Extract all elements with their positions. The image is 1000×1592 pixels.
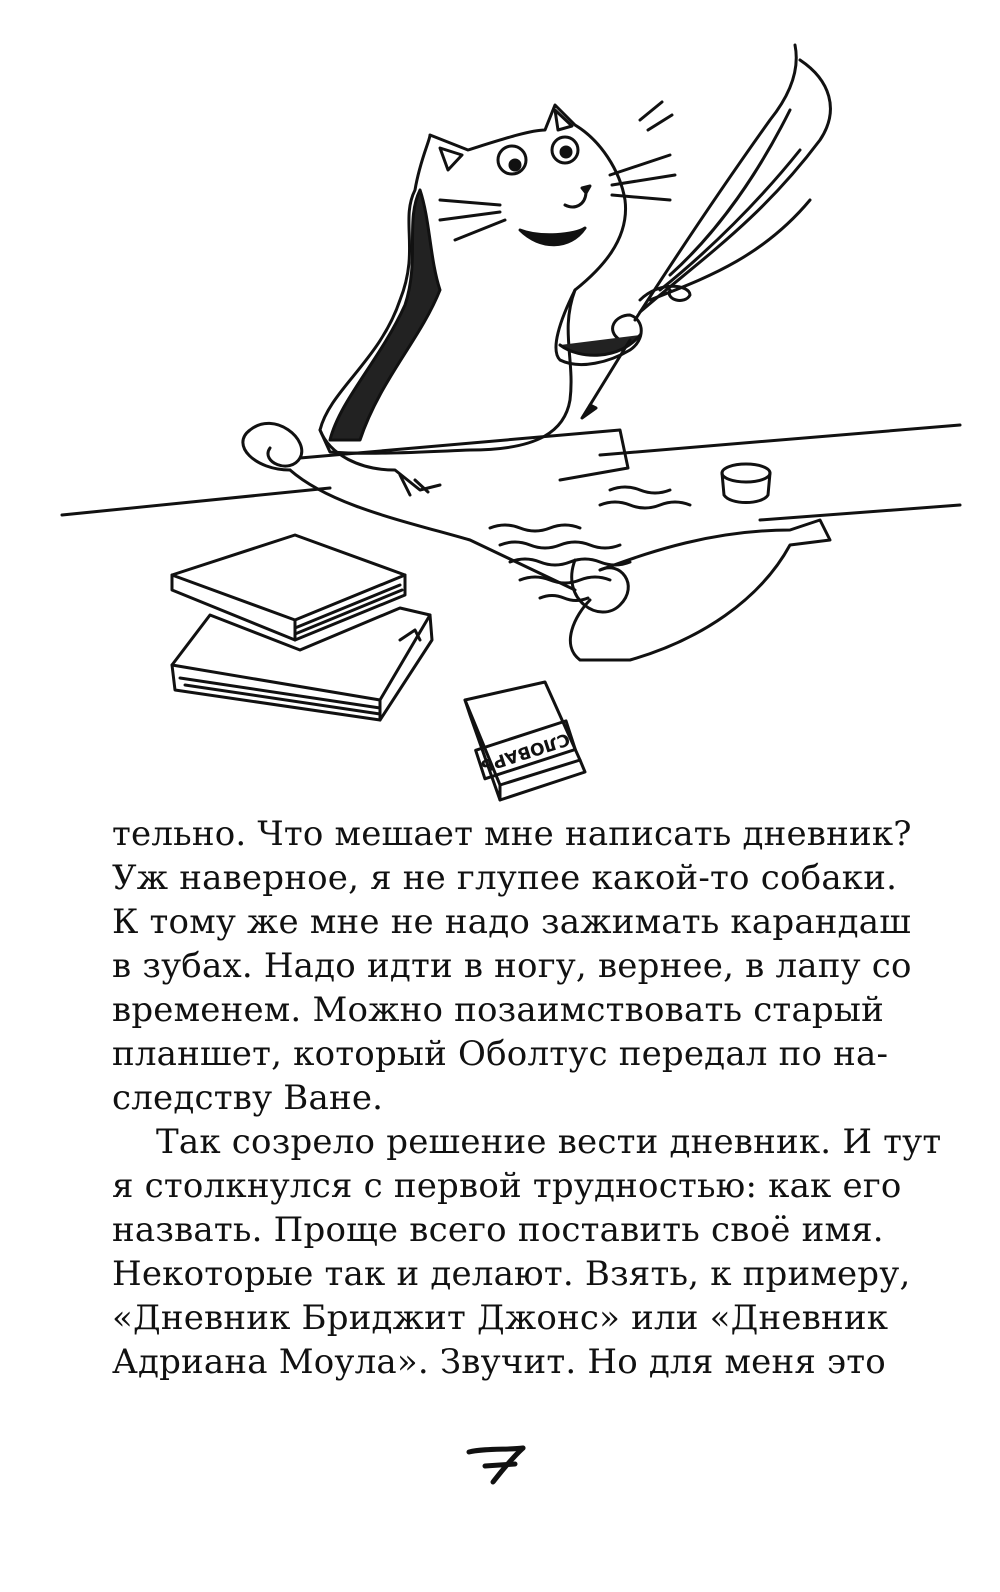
text-line: Некоторые так и делают. Взять, к примеру,	[112, 1254, 911, 1294]
text-line: планшет, который Оболтус передал по на-	[112, 1034, 889, 1074]
handwritten-page-number	[455, 1438, 545, 1488]
text-line: тельно. Что мешает мне написать дневник?	[112, 814, 912, 854]
text-line: Уж наверное, я не глупее какой-то собаки.	[112, 858, 898, 898]
text-line: в зубах. Надо идти в ногу, вернее, в лапу со	[112, 946, 912, 986]
text-line: Так созрело решение вести дневник. И тут	[156, 1122, 942, 1162]
text-line: К тому же мне не надо зажимать карандаш	[112, 902, 912, 942]
text-line: назвать. Проще всего поставить своё имя.	[112, 1210, 884, 1250]
page-number	[455, 1438, 545, 1488]
body-text	[112, 812, 942, 1384]
text-line: следству Ване.	[112, 1078, 384, 1118]
dictionary-label: СЛОВАРЬ	[477, 728, 573, 776]
text-line: Адриана Моула». Звучит. Но для меня это	[112, 1342, 886, 1382]
text-line: «Дневник Бриджит Джонс» или «Дневник	[112, 1298, 889, 1338]
text-line: временем. Можно позаимствовать старый	[112, 990, 885, 1030]
text-line: я столкнулся с первой трудностью: как его	[112, 1166, 902, 1206]
